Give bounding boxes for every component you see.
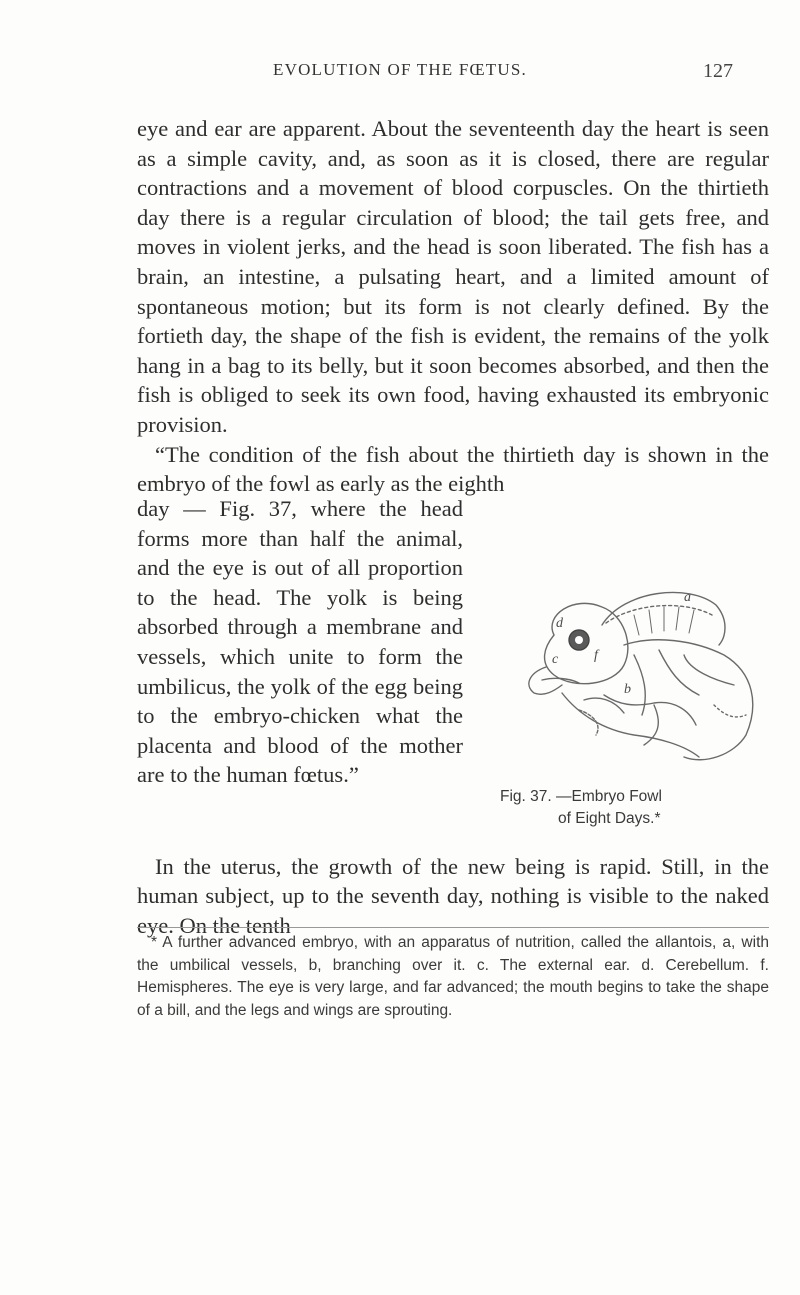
body-text-top: [137, 114, 769, 499]
embryo-fowl-illustration: [484, 585, 774, 770]
paragraph-2-column: day — Fig. 37, where the head forms more than half the animal, and the eye is out of all proportion to the head. The yolk is being absorbed through a membrane and vessels, which unite to form the umbilicus, the yolk of the egg being to the embryo-chicken what the placenta and blood of the mother are to the human fœtus.”: [137, 496, 463, 788]
figure-label-c: c: [552, 652, 559, 667]
figure-embryo-fowl: [484, 585, 774, 770]
running-head: EVOLUTION OF THE FŒTUS.: [273, 60, 527, 79]
paragraph-2-top: “The condition of the fish about the thirtieth day is shown in the embryo of the fowl as early as the eighth: [137, 441, 769, 497]
figure-label-a: a: [684, 590, 691, 605]
footnote: [137, 932, 769, 1022]
figure-label-d: d: [556, 616, 563, 631]
figure-caption-line-1: Fig. 37. —Embryo Fowl: [500, 788, 662, 805]
figure-label-b: b: [624, 682, 631, 697]
figure-caption-line-2: of Eight Days.*: [558, 810, 661, 827]
figure-label-f: f: [594, 648, 598, 663]
footnote-rule: [137, 927, 769, 928]
paragraph-1: eye and ear are apparent. About the seventeenth day the heart is seen as a simple cavity, and, as soon as it is closed, there are regular contractions and a movement of blood corpuscles. On the thirtieth day there is a regular circulation of blood; the tail gets free, and moves in violent jerks, and the head is soon liberated. The fish has a brain, an intestine, a pulsating heart, and a limited amount of spontaneous motion; but its form is not clearly defined. By the fortieth day, the shape of the fish is evident, the remains of the yolk hang in a bag to its belly, but it soon becomes absorbed, and then the fish is obliged to seek its own food, having exhausted its embryonic provision.: [137, 116, 769, 437]
figure-caption: [500, 786, 790, 830]
footnote-text: * A further advanced embryo, with an apparatus of nutrition, called the allantois, a, with the umbilical vessels, b, branching over it. c. The external ear. d. Cerebellum. f. Hemispheres. The eye is very large, and far advanced; the mouth begins to take the shape of a bill, and the legs and wings are sprouting.: [137, 934, 769, 1019]
paragraph-3-text: In the uterus, the growth of the new being is rapid. Still, in the human subject, up to the seventh day, nothing is visible to the naked eye. On the tenth: [137, 853, 769, 938]
page-number: 127: [703, 60, 733, 82]
